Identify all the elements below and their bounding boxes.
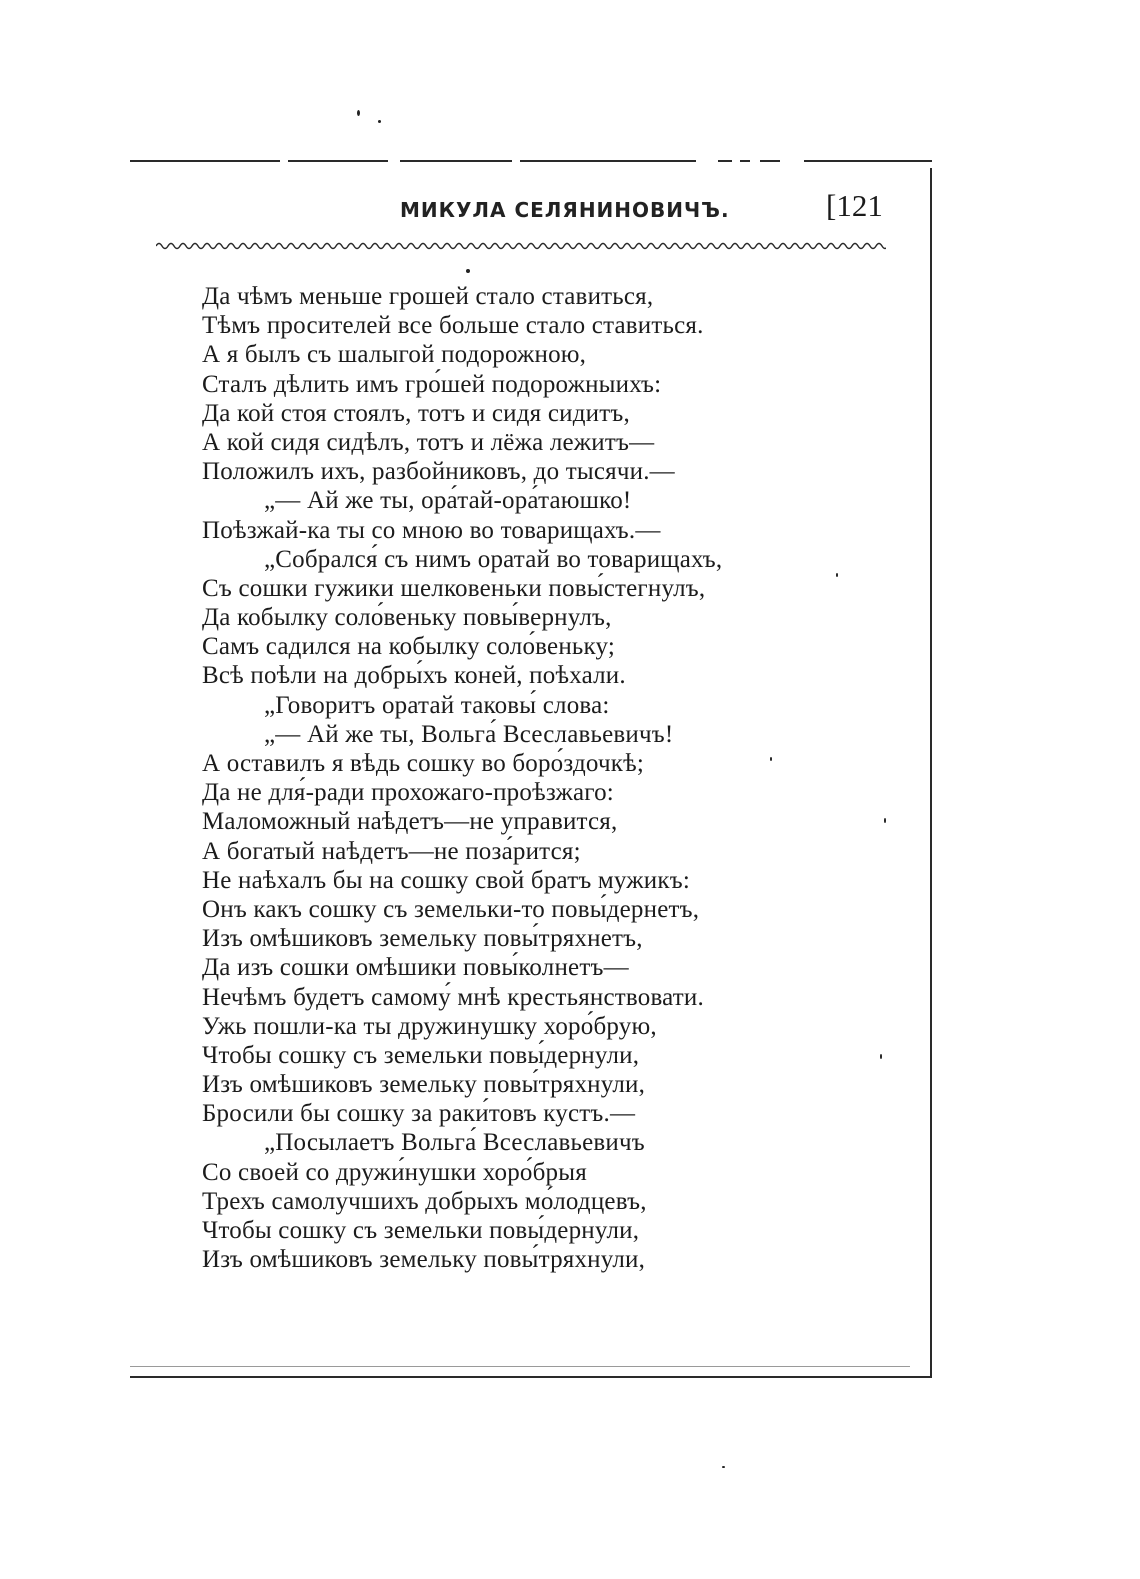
verse-line: „Собрался́ съ нимъ оратай во товарищахъ, <box>264 545 723 573</box>
verse-line: Да изъ сошки омѣшики повы́колнетъ— <box>202 954 629 982</box>
verse-line: Съ сошки гужики шелковеньки повы́стегнулъ, <box>202 574 706 602</box>
right-frame-rule <box>930 168 932 1378</box>
bottom-frame-rule <box>130 1376 932 1378</box>
top-frame-rule <box>760 160 780 162</box>
verse-line: А богатый наѣдетъ—не поза́рится; <box>202 837 581 865</box>
verse-line: Да чѣмъ меньше грошей стало ставиться, <box>202 283 654 310</box>
verse-line: Да кой стоя стоялъ, тотъ и сидя сидитъ, <box>202 399 630 427</box>
verse-line: Чтобы сошку съ земельки повы́дернули, <box>202 1041 640 1069</box>
scan-speck <box>722 1466 725 1468</box>
verse-line: Онъ какъ сошку съ земельки-то повы́дернетъ, <box>202 895 700 923</box>
verse-line: А оставилъ я вѣдь сошку во боро́здочкѣ; <box>202 750 645 777</box>
running-title: МИКУЛА СЕЛЯНИНОВИЧЪ. <box>400 198 730 222</box>
top-frame-rule <box>520 160 696 162</box>
verse-line: Да кобылку соло́веньку повы́вернулъ, <box>202 604 612 632</box>
verse-line: Ужь пошли-ка ты дружинушку хоро́брую, <box>202 1012 657 1040</box>
verse-line: „— Ай же ты, ора́тай-ора́таюшко! <box>264 487 632 515</box>
verse-line: „Говоритъ оратай таковы́ слова: <box>264 691 610 719</box>
scan-speck <box>466 269 470 273</box>
bottom-frame-rule-thin <box>130 1366 910 1367</box>
scan-speck <box>357 110 360 116</box>
verse-line: Сталъ дѣлить имъ гро́шей подорожныихъ: <box>202 370 662 398</box>
top-frame-rule <box>740 160 750 162</box>
wavy-ornament-rule <box>156 238 886 254</box>
top-frame-rule <box>718 160 732 162</box>
verse-line: Положилъ ихъ, разбойниковъ, до тысячи.— <box>202 458 675 486</box>
top-frame-rule <box>288 160 388 162</box>
scan-speck <box>378 120 381 123</box>
verse-line: „Посылаетъ Вольга́ Всеславьевичъ <box>264 1129 645 1157</box>
top-frame-rule <box>804 160 932 162</box>
verse-line: Маломожный наѣдетъ—не управится, <box>202 808 618 836</box>
verse-line: „— Ай же ты, Вольга́ Всеславьевичъ! <box>264 720 674 748</box>
verse-line: Не наѣхалъ бы на сошку свой братъ мужикъ: <box>202 866 690 894</box>
page-number: [121 <box>826 188 883 223</box>
verse-line: Тѣмъ просителей все больше стало ставиться. <box>202 312 704 340</box>
verse-line: Со своей со дружи́нушки хоро́брыя <box>202 1158 587 1186</box>
verse-line: Изъ омѣшиковъ земельку повы́тряхнули, <box>202 1071 646 1099</box>
verse-line: Поѣзжай-ка ты со мною во товарищахъ.— <box>202 516 661 544</box>
verse-line: Всѣ поѣли на добры́хъ коней, поѣхали. <box>202 662 626 690</box>
verse-line: Трехъ самолучшихъ добрыхъ мо́лодцевъ, <box>202 1187 647 1215</box>
verse-line: Изъ омѣшиковъ земельку повы́тряхнули, <box>202 1246 646 1274</box>
verse-line: Да не для́-ради прохожаго-проѣзжаго: <box>202 779 614 807</box>
verse-line: Самъ садился на кобылку соло́веньку; <box>202 633 616 661</box>
verse-line: Нечѣмъ будетъ самому́ мнѣ крестьянствовати. <box>202 983 704 1011</box>
top-frame-rule <box>130 160 280 162</box>
verse-line: А я былъ съ шалыгой подорожною, <box>202 341 587 369</box>
top-frame-rule <box>400 160 512 162</box>
verse-text <box>202 282 902 1274</box>
verse-line: Изъ омѣшиковъ земельку повы́тряхнетъ, <box>202 925 643 953</box>
verse-line: Бросили бы сошку за раки́товъ кустъ.— <box>202 1100 636 1128</box>
verse-line: Чтобы сошку съ земельки повы́дернули, <box>202 1217 640 1244</box>
verse-line: А кой сидя сидѣлъ, тотъ и лёжа лежитъ— <box>202 428 655 456</box>
